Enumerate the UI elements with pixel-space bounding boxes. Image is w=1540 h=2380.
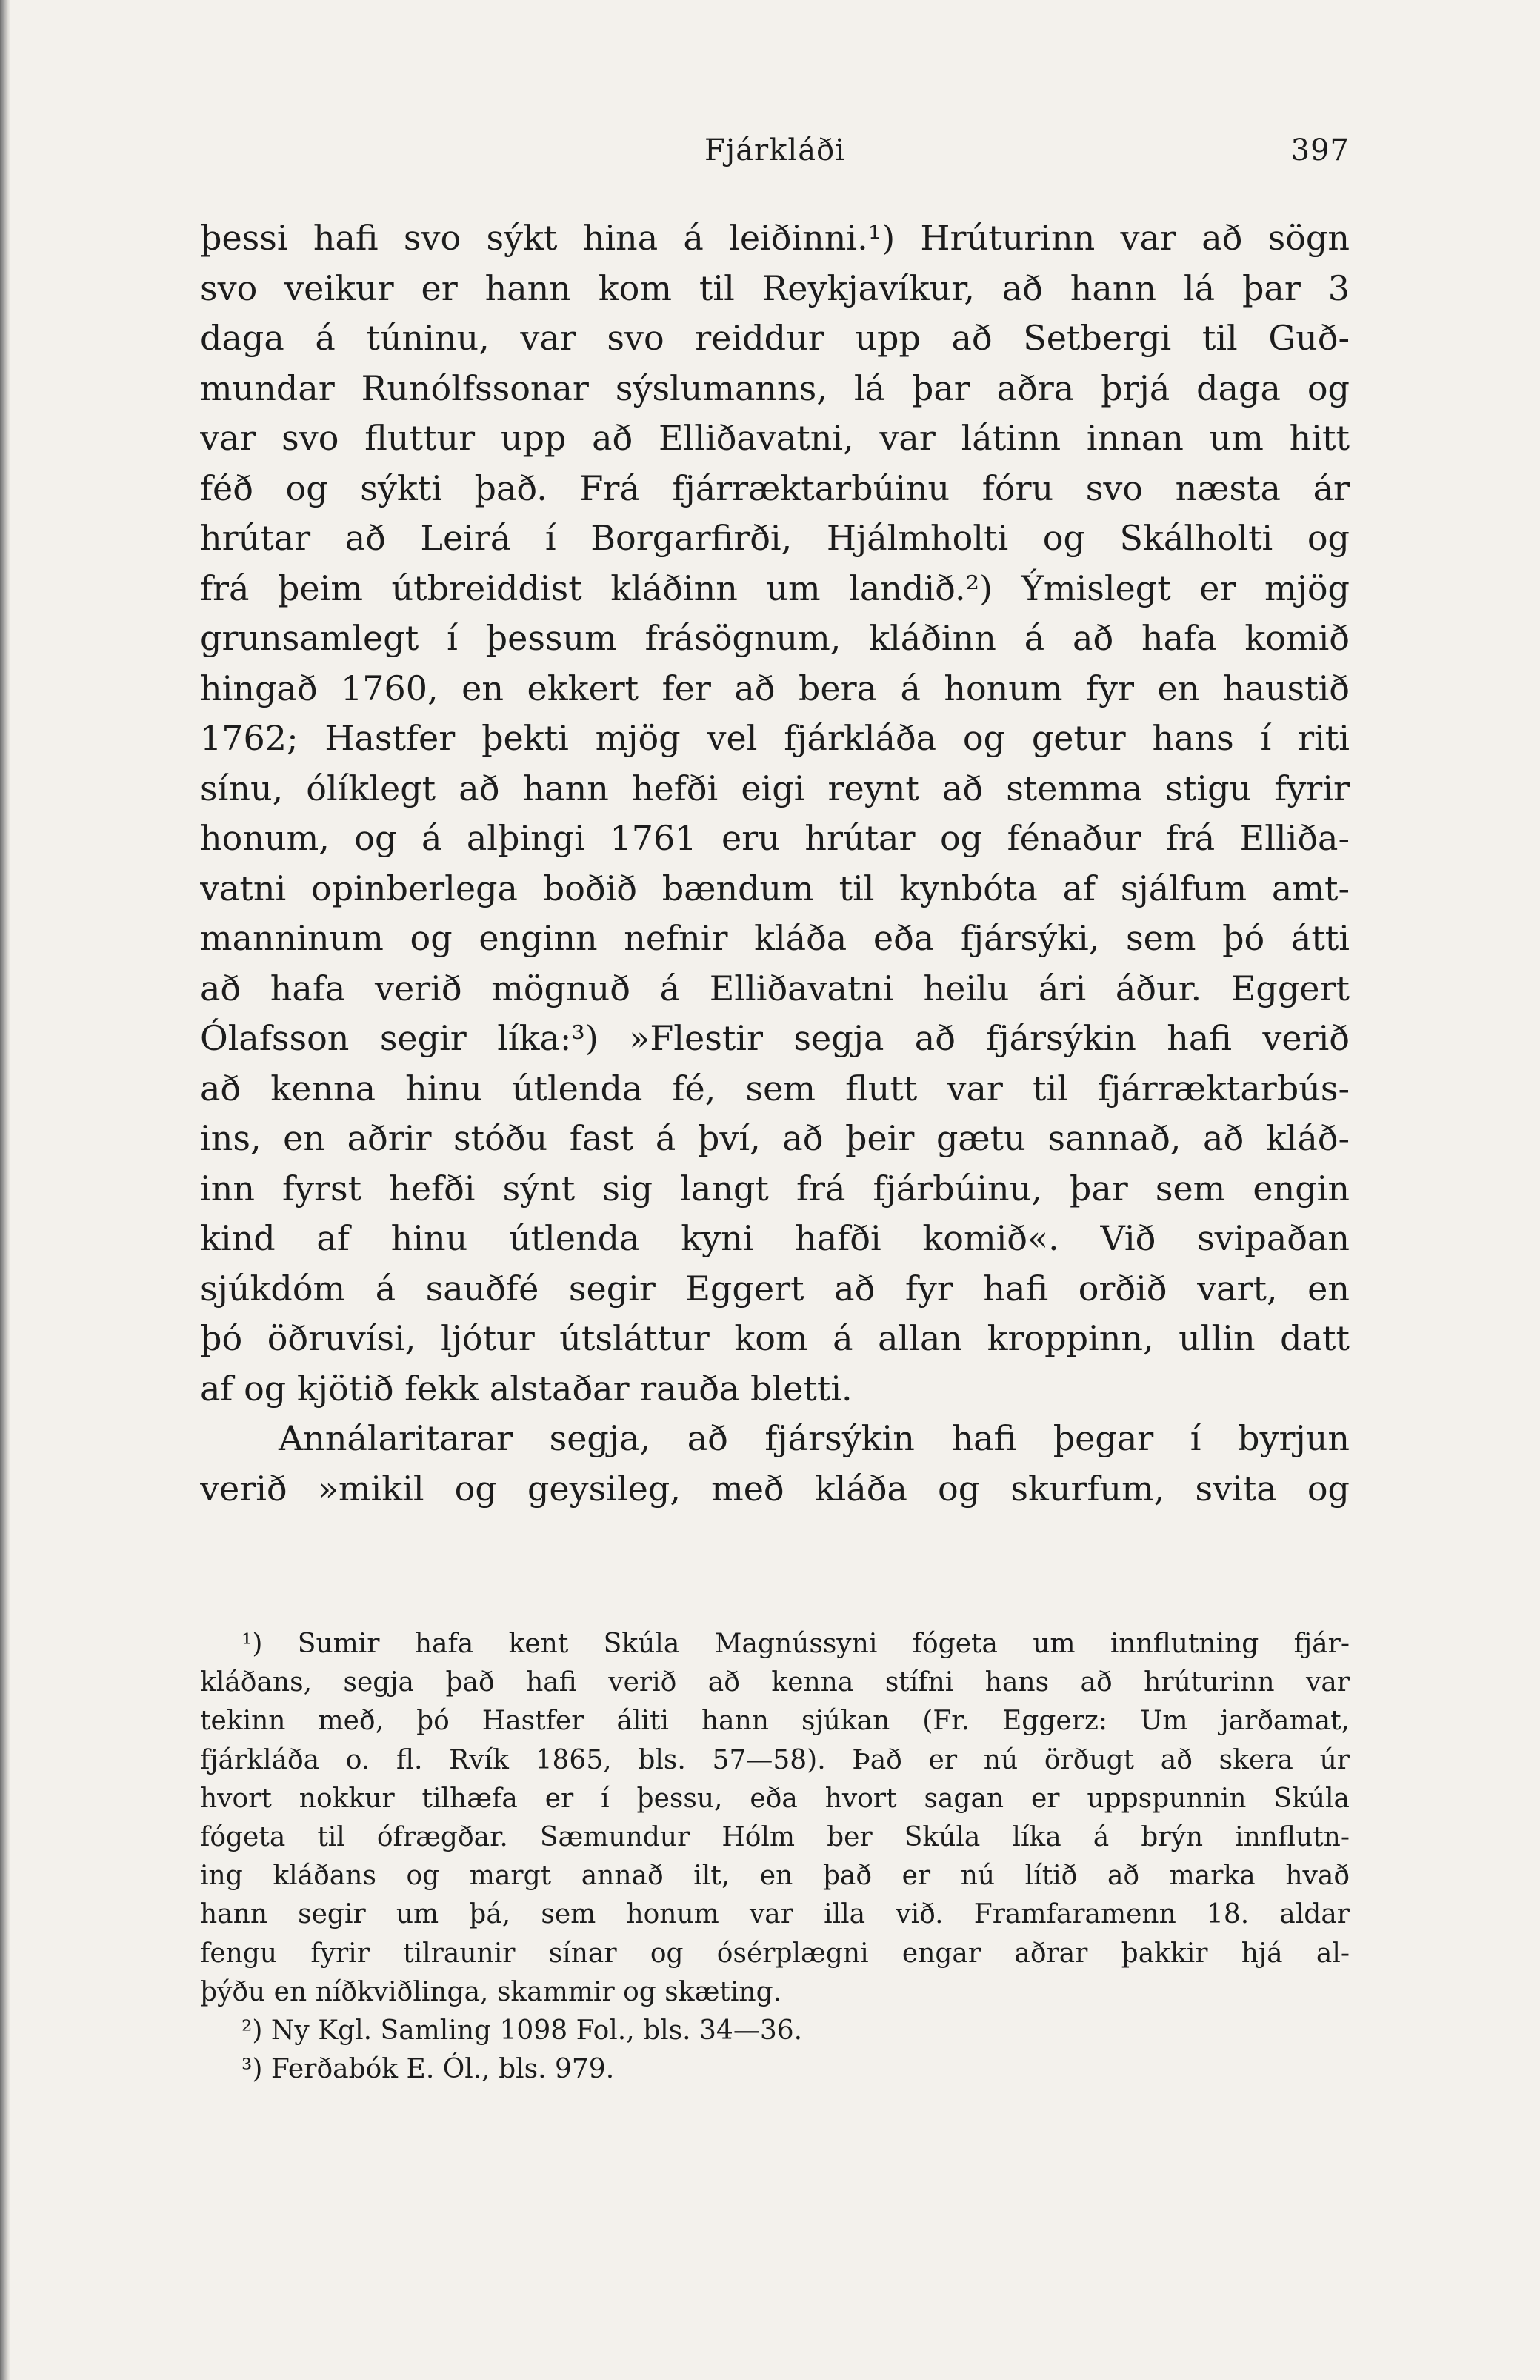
body-line: þessi hafi svo sýkt hina á leiðinni.¹) Hrúturinn var að sögn (200, 218, 1350, 258)
body-line: vatni opinberlega boðið bændum til kynbóta af sjálfum amt- (200, 868, 1350, 908)
footnote-1-start: ¹) Sumir hafa kent Skúla Magnússyni fógeta um innflutning fjár- (241, 1629, 1350, 1659)
footnote-line: fógeta til ófrægðar. Sæmundur Hólm ber Skúla líka á brýn innflutn- (200, 1821, 1350, 1852)
body-line: verið »mikil og geysileg, með kláða og skurfum, svita og (200, 1468, 1350, 1509)
body-line: þó öðruvísi, ljótur útsláttur kom á allan kroppinn, ullin datt (200, 1318, 1350, 1358)
body-line: svo veikur er hann kom til Reykjavíkur, að hann lá þar 3 (200, 267, 1350, 308)
footnote-2: ²) Ny Kgl. Samling 1098 Fol., bls. 34—36. (241, 2015, 803, 2046)
body-line: honum, og á alþingi 1761 eru hrútar og fénaður frá Elliða- (200, 818, 1350, 858)
body-line: sjúkdóm á sauðfé segir Eggert að fyr hafi orðið vart, en (200, 1268, 1350, 1309)
body-line: að hafa verið mögnuð á Elliðavatni heilu ári áður. Eggert (200, 968, 1350, 1008)
footnote-line: fengu fyrir tilraunir sínar og ósérplægni engar aðrar þakkir hjá al- (200, 1938, 1350, 1969)
footnote-line: fjárkláða o. fl. Rvík 1865, bls. 57—58). Það er nú örðugt að skera úr (200, 1744, 1350, 1775)
footnote-line: hann segir um þá, sem honum var illa við. Framfaramenn 18. aldar (200, 1899, 1350, 1930)
body-line: Ólafsson segir líka:³) »Flestir segja að fjársýkin hafi verið (200, 1018, 1350, 1058)
footnote-3: ³) Ferðabók E. Ól., bls. 979. (241, 2054, 615, 2085)
body-line: frá þeim útbreiddist kláðinn um landið.²) Ýmislegt er mjög (200, 568, 1350, 608)
page-header (200, 133, 1350, 178)
body-line: kind af hinu útlenda kyni hafði komið«. Við svipaðan (200, 1218, 1350, 1258)
body-line: 1762; Hastfer þekti mjög vel fjárkláða og getur hans í riti (200, 718, 1350, 758)
page-number: 397 (1290, 133, 1350, 167)
footnote-line: ing kláðans og margt annað ilt, en það er nú lítið að marka hvað (200, 1861, 1350, 1892)
footnote-line: þýðu en níðkviðlinga, skammir og skæting. (200, 1976, 782, 2007)
footnote-line: kláðans, segja það hafi verið að kenna stífni hans að hrúturinn var (200, 1667, 1350, 1698)
footnote-line: hvort nokkur tilhæfa er í þessu, eða hvort sagan er uppspunnin Skúla (200, 1783, 1350, 1814)
body-line: daga á túninu, var svo reiddur upp að Setbergi til Guð- (200, 318, 1350, 358)
body-line: grunsamlegt í þessum frásögnum, kláðinn á að hafa komið (200, 618, 1350, 658)
body-line: sínu, ólíklegt að hann hefði eigi reynt að stemma stigu fyrir (200, 768, 1350, 808)
footnote-line: tekinn með, þó Hastfer áliti hann sjúkan (Fr. Eggerz: Um jarðamat, (200, 1706, 1350, 1737)
footnotes (200, 1625, 1350, 2089)
paragraph-end-line: af og kjötið fekk alstaðar rauða bletti. (200, 1368, 853, 1409)
body-line: hingað 1760, en ekkert fer að bera á honum fyr en haustið (200, 668, 1350, 708)
page-edge-shadow (0, 0, 10, 2380)
body-line: inn fyrst hefði sýnt sig langt frá fjárbúinu, þar sem engin (200, 1168, 1350, 1209)
paragraph-start-line: Annálaritarar segja, að fjársýkin hafi þegar í byrjun (279, 1418, 1350, 1458)
body-line: var svo fluttur upp að Elliðavatni, var látinn innan um hitt (200, 418, 1350, 458)
running-head: Fjárkláði (704, 133, 845, 167)
body-text (200, 213, 1350, 1514)
body-line: að kenna hinu útlenda fé, sem flutt var til fjárræktarbús- (200, 1068, 1350, 1108)
body-line: ins, en aðrir stóðu fast á því, að þeir gætu sannað, að kláð- (200, 1118, 1350, 1158)
body-line: hrútar að Leirá í Borgarfirði, Hjálmholti og Skálholti og (200, 518, 1350, 558)
body-line: mundar Runólfssonar sýslumanns, lá þar aðra þrjá daga og (200, 368, 1350, 408)
body-line: manninum og enginn nefnir kláða eða fjársýki, sem þó átti (200, 918, 1350, 958)
body-line: féð og sýkti það. Frá fjárræktarbúinu fóru svo næsta ár (200, 468, 1350, 508)
